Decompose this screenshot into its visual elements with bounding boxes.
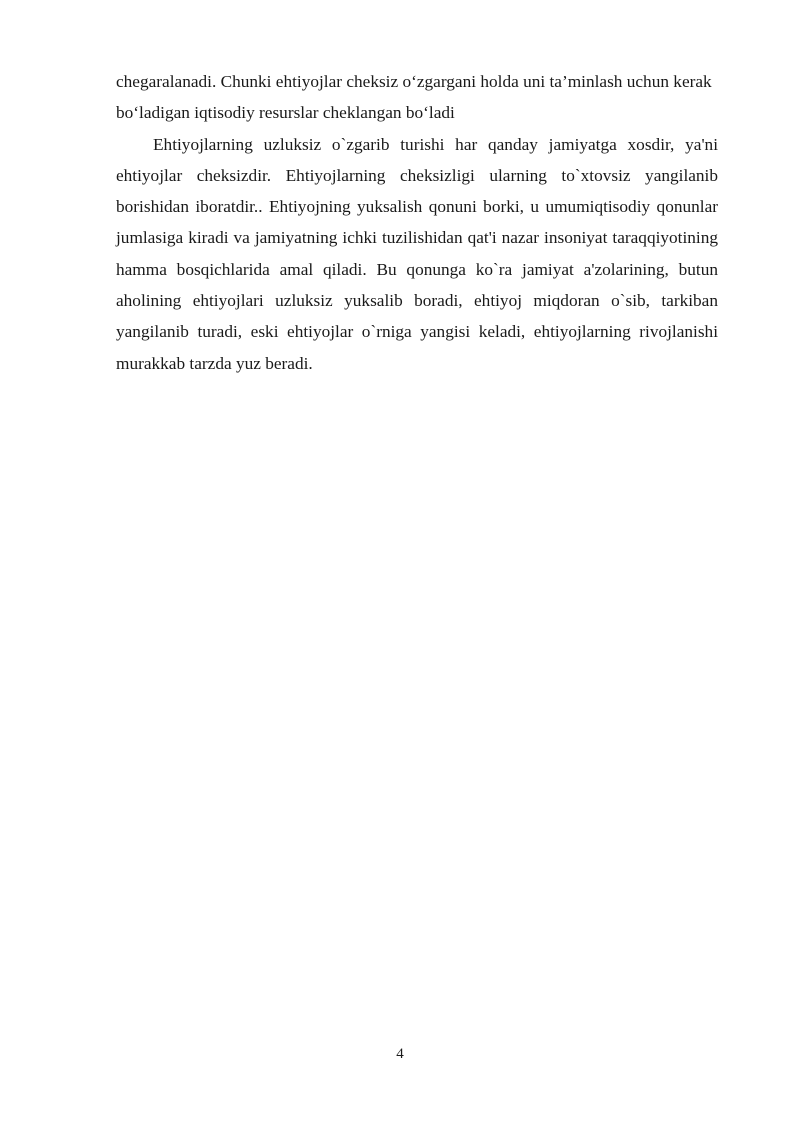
paragraph-needs: Ehtiyojlarning uzluksiz o`zgarib turishi har qanday jamiyatga xosdir, ya'ni ehtiyojlar cheksizdir. Ehtiyojlarning cheksizligi ularning to`xtovsiz yangilanib borishidan iboratdir.. Ehtiyojning yuksalish qonuni borki, u umumiqtisodiy qonunlar jumlasiga kiradi va jamiyatning ichki tuzilishidan qat'i nazar insoniyat taraqqiyotining hamma bosqichlarida amal qiladi. Bu qonunga ko`ra jamiyat a'zolarining, butun aholining ehtiyojlari uzluksiz yuksalib boradi, ehtiyoj miqdoran o`sib, tarkiban yangilanib turadi, eski ehtiyojlar o`rniga yangisi keladi, ehtiyojlarning rivojlanishi murakkab tarzda yuz beradi.	[116, 134, 718, 373]
paragraph-continuation: chegaralanadi. Chunki ehtiyojlar cheksiz o‘zgargani holda uni ta’minlash uchun kerak bo‘ladigan iqtisodiy resurslar cheklangan bo‘ladi	[116, 72, 712, 123]
page-body	[116, 66, 718, 379]
page-number: 4	[396, 1046, 404, 1062]
